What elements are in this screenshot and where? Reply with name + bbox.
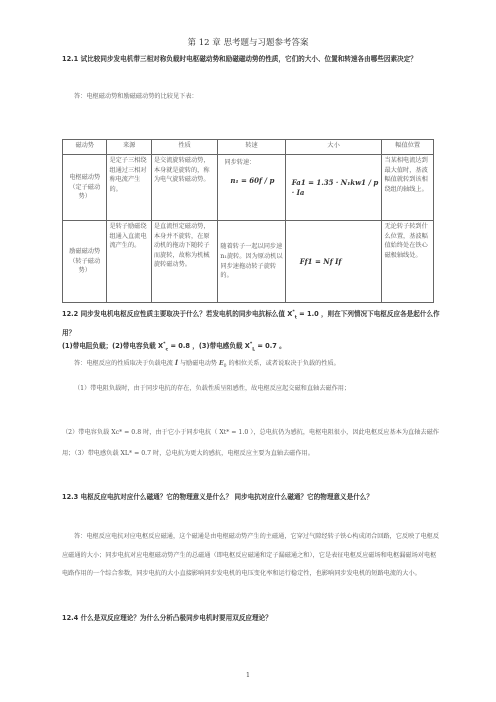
answer-part: 的相位关系，或者说取决于负载的性质。: [226, 360, 340, 367]
page-number: 1: [246, 672, 250, 679]
answer-part: 答：电枢反应的性质取决于负载电流: [74, 360, 175, 367]
table-header: 大小: [285, 140, 382, 155]
chapter-title: 第 12 章 思考题与习题参考答案: [187, 38, 309, 48]
question-12-3: 12.3 电枢反应电抗对应什么磁通？它的物理意义是什么？ 同步电抗对应什么磁通？它的物理意义是什么？: [62, 493, 373, 501]
question-12-2-cases: (1)带电阻负载；(2)带电容负载 $X^*_c = 0.8$ ，(3)带电感负载 $X^*_L = 0.7$ 。: [62, 342, 286, 353]
answer-12-2-p2: （2）带电容负载 Xc* = 0.8 时，由于它小于同步电抗（ Xt* = 1.0 ），总电抗仍为感抗，电枢电阻很小，因此电枢反应基本为直轴去磁作用；（3）带电感负载 XL* = 0.7 时，总电抗为更大的感抗，电枢反应主要为直轴去磁作用。: [62, 429, 439, 457]
table-row: [63, 155, 434, 221]
row-nature: 是直流恒定磁动势，本身并不旋转，在原动机的拖动下随转子而旋转，故称为机械旋转磁动势。: [151, 221, 218, 303]
answer-part: 与励磁电动势: [177, 360, 219, 367]
cases-part: = 0.7 。: [255, 342, 286, 351]
row-name: 励磁磁动势（转子磁动势）: [63, 221, 107, 303]
answer-12-3: 答：电枢反应电抗对应电枢反应磁通，这个磁通是由电枢磁动势产生的主磁通，它穿过气隙经转子铁心构成闭合回路，它反映了电枢反应磁通的大小；同步电抗对应电枢磁动势产生的总磁通（即电枢反应磁通和定子漏磁通之和），它是表征电枢反应磁场和电枢漏磁场对电枢电路作用的一个综合参数，同步电抗的大小直接影响同步发电机的电压变化率和运行稳定性，也影响同步发电机的短路电流的大小。: [62, 533, 440, 577]
question-12-1: 12.1 试比较同步发电机带三相对称负载时电枢磁动势和励磁磁动势的性质，它们的大小、位置和转速各由哪些因素决定？: [62, 55, 417, 63]
comparison-table: [62, 139, 434, 303]
size-formula: Ff1 = Nf If: [299, 256, 342, 266]
row-name: 电枢磁动势（定子磁动势）: [63, 155, 107, 221]
cases-part: (1)带电阻负载；(2)带电容负载 X: [62, 342, 164, 351]
row-source: 是转子励磁绕组通入直流电流产生的。: [107, 221, 151, 303]
speed-label: 同步转速：: [224, 159, 256, 166]
row-size: [285, 221, 382, 303]
table-header: 幅值位置: [382, 140, 434, 155]
table-header: 性质: [151, 140, 218, 155]
row-position: 无论转子转到什么位置，基波幅值始终处在铁心磁极轴线处。: [382, 221, 434, 303]
answer-12-1-intro: 答：电枢磁动势和励磁磁动势的比较见下表：: [74, 93, 198, 100]
question-12-2-part: = 1.0 ，则在下列情况下电枢反应各是起什么作用？: [62, 310, 440, 337]
row-speed: 随着转子一起以同步速n₁旋转。因为原动机以同步速拖动转子旋转的。: [218, 221, 285, 303]
table-header-row: [63, 140, 434, 155]
question-12-2: 12.2 同步发电机电枢反应性质主要取决于什么？若发电机的同步电抗标么值 $X^*_t = 1.0$ ，则在下列情况下电枢反应各是起什么作用？: [62, 310, 440, 337]
row-nature: 是交流旋转磁动势，本身就是旋转的，称为电气旋转磁动势。: [151, 155, 218, 221]
speed-formula: n₁ = 60f / p: [230, 175, 275, 185]
row-position: 当某相电流达到最大值时，基波幅值就转到该相绕组的轴线上。: [382, 155, 434, 221]
answer-12-2-p1: （1）带电阻负载时，由于同步电抗的存在，负载性质呈阻感性，故电枢反应起交磁和直轴去磁作用；: [74, 385, 351, 392]
answer-12-2: 答：电枢反应的性质取决于负载电流 İ 与励磁电动势 $E_0$ 的相位关系，或者说取决于负载的性质。: [74, 360, 340, 370]
table-header: 来源: [107, 140, 151, 155]
row-source: 是定子三相绕组通过三相对称电流产生的。: [107, 155, 151, 221]
table-header: 转速: [218, 140, 285, 155]
question-12-4: 12.4 什么是双反应理论？为什么分析凸极同步电机时要用双反应理论？: [62, 614, 272, 622]
table-header: 磁动势: [63, 140, 107, 155]
table-row: [63, 221, 434, 303]
size-formula: Fa1 = 1.35 · N₁kw1 / p · Ia: [291, 177, 379, 197]
question-12-2-part: 12.2 同步发电机电枢反应性质主要取决于什么？若发电机的同步电抗标么值 X: [62, 310, 293, 319]
cases-part: = 0.8 ，(3)带电感负载 X: [168, 342, 250, 351]
row-size: [285, 155, 382, 221]
row-speed: [218, 155, 285, 221]
